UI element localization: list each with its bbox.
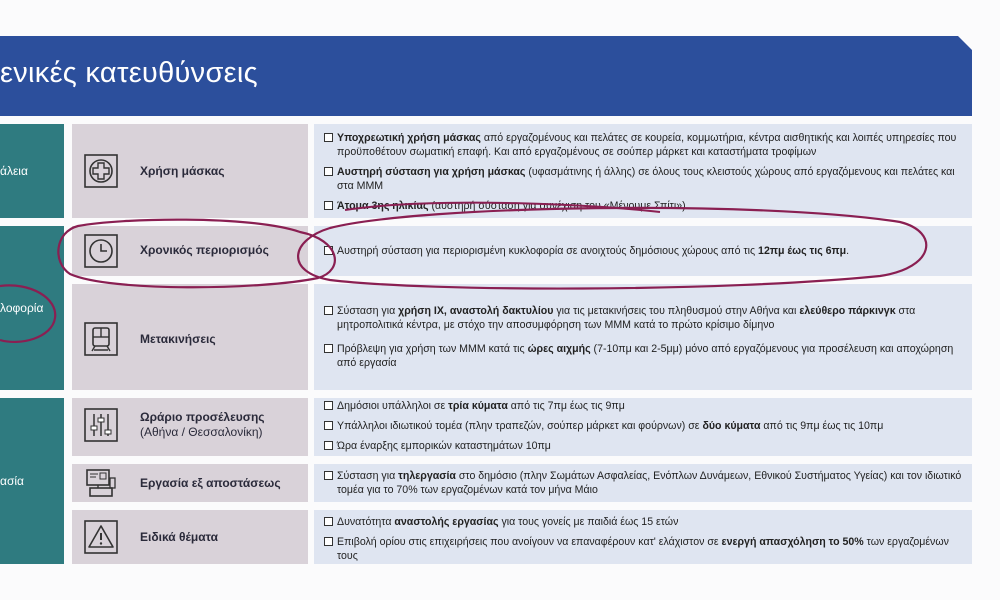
row-label: Χρήση μάσκας — [140, 164, 225, 178]
row-sublabel: (Αθήνα / Θεσσαλονίκη) — [140, 425, 263, 439]
remote-work-icon — [84, 466, 118, 500]
warning-icon — [84, 520, 118, 554]
row-label: Χρονικός περιορισμός — [140, 243, 269, 257]
row-special-issues — [72, 510, 308, 564]
bullet-item: Αυστηρή σύσταση για χρήση μάσκας (υφασμάτινης ή άλλης) σε όλους τους κλειστούς χώρους από εργαζόμενους και πελάτες και στα ΜΜΜ — [324, 165, 964, 193]
category-label: άλεια — [0, 164, 28, 178]
row-description — [314, 398, 972, 456]
row-label: Ωράριο προσέλευσης (Αθήνα / Θεσσαλονίκη) — [140, 410, 265, 439]
row-description — [314, 124, 972, 218]
row-description — [314, 226, 972, 276]
row-mask — [72, 124, 308, 218]
row-label: Μετακινήσεις — [140, 332, 216, 346]
category-work — [0, 398, 64, 564]
mask-cross-icon — [84, 154, 118, 188]
bullet-item: Επιβολή ορίου στις επιχειρήσεις που ανοίγουν να επαναφέρουν κατ' ελάχιστον σε ενεργή απασχόληση το 50% των εργαζομένων τους — [324, 535, 964, 563]
bullet-item: Δυνατότητα αναστολής εργασίας για τους γονείς με παιδιά έως 15 ετών — [324, 515, 964, 529]
bullet-item: Σύσταση για τηλεργασία στο δημόσιο (πλην Σωμάτων Ασφαλείας, Ενόπλων Δυνάμεων, Εθνικού Συστήματος Υγείας) και τον ιδιωτικό τομέα για το 70% των εργαζομένων κατά τον μήνα Μάιο — [324, 469, 964, 497]
row-arrival-schedule — [72, 398, 308, 456]
bullet-item: Πρόβλεψη για χρήση των ΜΜΜ κατά τις ώρες αιχμής (7-10πμ και 2-5μμ) μόνο από εργαζόμενους για προσέλευση και αποχώρηση από εργασία — [324, 342, 964, 370]
bullet-item: Αυστηρή σύσταση για περιορισμένη κυκλοφορία σε ανοιχτούς δημόσιους χώρους από τις 12πμ έως τις 6πμ. — [324, 244, 964, 258]
row-description — [314, 510, 972, 564]
row-description — [314, 284, 972, 390]
bullet-item: Υπάλληλοι ιδιωτικού τομέα (πλην τραπεζών, σούπερ μάρκετ και φούρνων) σε δύο κύματα από τις 9πμ έως τις 10πμ — [324, 419, 964, 433]
row-remote-work — [72, 464, 308, 502]
train-icon — [84, 322, 118, 356]
row-label: Εργασία εξ αποστάσεως — [140, 476, 281, 490]
category-movement — [0, 226, 64, 390]
bullet-item: Δημόσιοι υπάλληλοι σε τρία κύματα από τις 7πμ έως τις 9πμ — [324, 399, 964, 413]
row-label: Ειδικά θέματα — [140, 530, 218, 544]
row-time-restriction — [72, 226, 308, 276]
category-safety — [0, 124, 64, 218]
bullet-item: Σύσταση για χρήση ΙΧ, αναστολή δακτυλίου για τις μετακινήσεις του πληθυσμού στην Αθήνα και ελεύθερο πάρκινγκ στα μητροπολιτικά κέντρα, με στόχο την αποσυμφόρηση των ΜΜΜ κατά το πρώτο κρίσιμο δίμηνο — [324, 304, 964, 332]
sliders-icon — [84, 408, 118, 442]
bullet-item: Άτομα 3ης ηλικίας (αυστηρή σύσταση για συνέχιση του «Μένουμε Σπίτι») — [324, 199, 964, 213]
row-movements — [72, 284, 308, 390]
row-description — [314, 464, 972, 502]
bullet-item: Υποχρεωτική χρήση μάσκας από εργαζομένους και πελάτες σε κουρεία, κομμωτήρια, κέντρα αισθητικής και λοιπές υπηρεσίες που προϋποθέτουν σωματική επαφή. Και από εργαζομένους σε σούπερ μάρκετ και καταστήματα τροφίμων — [324, 131, 964, 159]
page-title: ενικές κατευθύνσεις — [0, 57, 258, 89]
bullet-item: Ώρα έναρξης εμπορικών καταστημάτων 10πμ — [324, 439, 964, 453]
clock-icon — [84, 234, 118, 268]
category-label: ασία — [0, 474, 24, 488]
category-label: λοφορία — [0, 301, 44, 315]
